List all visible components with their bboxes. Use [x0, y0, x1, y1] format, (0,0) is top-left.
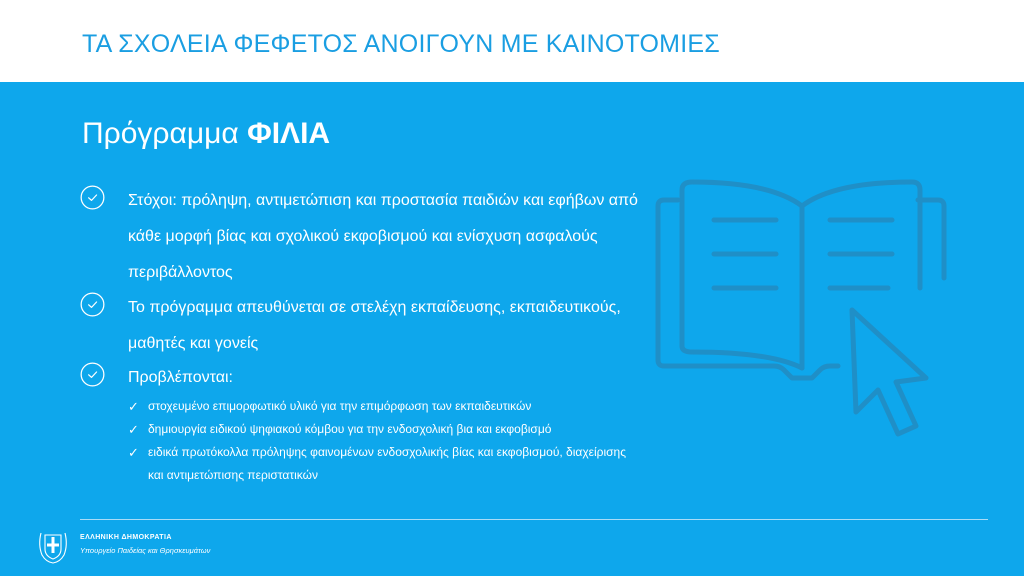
- page-title: ΤΑ ΣΧΟΛΕΙΑ ΦΕΦΕΤΟΣ ΑΝΟΙΓΟΥΝ ΜΕ ΚΑΙΝΟΤΟΜΙΕΣ: [82, 30, 720, 58]
- tick-mark: ✓: [128, 399, 139, 414]
- greek-state-emblem-icon: [36, 527, 70, 565]
- heading-regular: Πρόγραμμα: [82, 117, 239, 150]
- ministry-name: Υπουργείο Παιδείας και Θρησκευμάτων: [80, 546, 211, 555]
- check-circle-icon: [80, 185, 105, 210]
- content-panel: [0, 82, 1024, 576]
- check-circle-icon: [80, 362, 105, 387]
- tick-mark: ✓: [128, 445, 139, 460]
- check-circle-icon: [80, 292, 105, 317]
- bullet-text: Το πρόγραμμα απευθύνεται σε στελέχη εκπαίδευσης, εκπαιδευτικούς, μαθητές και γονείς: [128, 299, 621, 352]
- sub-bullet-text: δημιουργία ειδικού ψηφιακού κόμβου για την ενδοσχολική βια και εκφοβισμό: [148, 422, 552, 436]
- government-name: ΕΛΛΗΝΙΚΗ ΔΗΜΟΚΡΑΤΙΑ: [80, 534, 172, 541]
- tick-mark: ✓: [128, 422, 139, 437]
- bullet-text: Στόχοι: πρόληψη, αντιμετώπιση και προστασία παιδιών και εφήβων από κάθε μορφή βίας και σχολικού εκφοβισμού και ενίσχυση ασφαλούς περιβάλλοντος: [128, 192, 638, 281]
- heading-bold: ΦΙΛΙΑ: [247, 117, 331, 150]
- sub-bullet-text: ειδικά πρωτόκολλα πρόληψης φαινομένων ενδοσχολικής βίας και εκφοβισμού, διαχείρισης και αντιμετώπισης περιστατικών: [148, 445, 626, 482]
- open-book-with-cursor-icon: [652, 178, 952, 458]
- footer-divider: [80, 519, 988, 520]
- header-bar: [0, 0, 1024, 82]
- slide-heading: [82, 117, 330, 151]
- bullet-text: Προβλέπονται:: [128, 369, 233, 386]
- sub-bullet-text: στοχευμένο επιμορφωτικό υλικό για την επιμόρφωση των εκπαιδευτικών: [148, 399, 532, 413]
